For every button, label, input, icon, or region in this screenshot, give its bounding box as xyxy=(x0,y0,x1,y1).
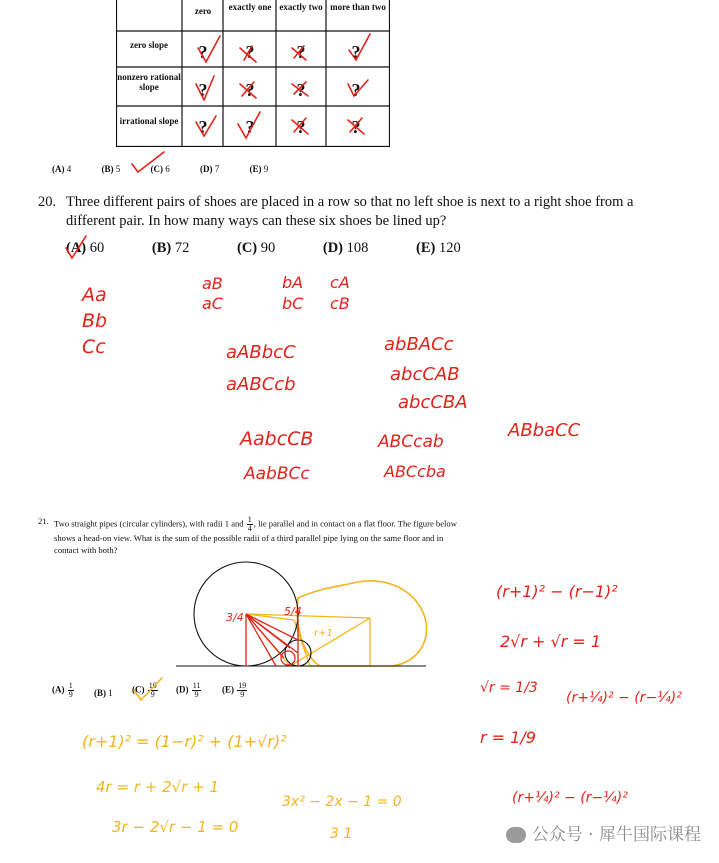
frac-den: 4 xyxy=(247,524,252,533)
frac-num: 1 xyxy=(247,515,252,524)
q19-cell-mark: ? xyxy=(351,42,361,62)
hw-seq: ABCcba xyxy=(384,462,446,481)
q20-choice-letter: (C) xyxy=(236,240,258,256)
frac-num: 11 xyxy=(192,681,201,690)
hw-seq: AabBCc xyxy=(244,464,310,484)
q19-choice-value: 6 xyxy=(165,164,170,174)
q20-choice-value: 72 xyxy=(174,240,190,256)
hw-seq: ABbaCC xyxy=(508,420,581,441)
hw-eq-yellow: 3 1 xyxy=(330,826,353,842)
hw-seq: abBACc xyxy=(384,334,454,355)
q19-cell-mark: ? xyxy=(198,117,208,137)
hw-eq: (r+¼)² − (r−¼)² xyxy=(512,790,628,806)
q19-cell-mark: ? xyxy=(245,117,255,137)
hw-text: Aa xyxy=(82,284,107,306)
hw-eq-yellow: 4r = r + 2√r + 1 xyxy=(96,778,220,796)
frac-num: 10 xyxy=(148,681,157,690)
q19-header-exactly-one: exactly one xyxy=(228,2,272,12)
q19-cell-mark: ? xyxy=(198,80,208,100)
q20-answer-check xyxy=(62,234,92,262)
q19-red-annotations xyxy=(116,0,390,147)
hw-pairs-mid3 xyxy=(330,272,350,314)
hw-text: bC xyxy=(282,294,304,313)
q19-header-more-than-two: more than two xyxy=(330,2,386,12)
q20-choice-c[interactable] xyxy=(237,240,297,256)
q20-choice-value: 60 xyxy=(89,240,105,256)
hw-text: Cc xyxy=(82,336,106,358)
hw-text: aB xyxy=(202,274,223,293)
hw-fig-label-b: 5/4 xyxy=(284,605,302,618)
q19-cell-mark: ? xyxy=(198,42,208,62)
hw-text: cA xyxy=(330,273,350,292)
q21-number: 21. xyxy=(38,516,49,526)
q20-choice-letter: (B) xyxy=(151,240,172,256)
q21-choice-frac xyxy=(68,682,74,699)
q21-choice-frac xyxy=(237,682,247,699)
q19-choice-letter: (C) xyxy=(150,164,163,174)
hw-eq: √r = 1/3 xyxy=(480,680,538,696)
hw-eq: (r+1)² − (r−1)² xyxy=(496,582,618,601)
watermark xyxy=(506,820,701,845)
hw-eq-yellow: 3x² − 2x − 1 = 0 xyxy=(282,794,402,810)
q21-choice-value: 1 xyxy=(108,688,113,698)
q19-row-zero-slope: zero slope xyxy=(129,40,169,50)
q19-choice-value: 9 xyxy=(263,164,269,174)
q21-choice-letter: (B) xyxy=(94,688,106,698)
frac-num: 19 xyxy=(238,681,247,690)
q20-choice-letter: (A) xyxy=(66,240,87,256)
hw-pairs-mid2 xyxy=(282,272,303,314)
q19-choice-d[interactable] xyxy=(200,164,233,174)
q19-row-rational-slope: nonzero rational slope xyxy=(117,72,181,92)
hw-fig-label-a: 3/4 xyxy=(226,611,244,624)
q19-choice-e[interactable] xyxy=(250,164,283,174)
q21-choice-b[interactable] xyxy=(94,688,113,698)
hw-seq: abcCBA xyxy=(398,392,468,413)
q20-choice-letter: (D) xyxy=(322,240,344,256)
hw-eq-yellow: (r+1)² = (1−r)² + (1+√r)² xyxy=(82,732,287,751)
q19-choice-letter: (B) xyxy=(101,164,114,174)
q19-choices xyxy=(52,164,296,174)
q19-choice-letter: (D) xyxy=(200,164,213,174)
frac-den: 9 xyxy=(68,690,73,699)
hw-eq: 2√r + √r = 1 xyxy=(500,632,602,651)
q21-choice-a[interactable] xyxy=(52,682,75,699)
q19-cell-mark: ? xyxy=(245,42,255,62)
q21-text xyxy=(54,516,458,556)
q19-table xyxy=(116,0,390,147)
q19-choice-value: 5 xyxy=(115,164,121,174)
watermark-text: 公众号 · 犀牛国际课程 xyxy=(531,825,701,845)
q20-choice-letter: (E) xyxy=(416,240,436,256)
q19-cell-mark: ? xyxy=(296,42,306,62)
q19-cell-mark: ? xyxy=(351,80,361,100)
q21-choice-letter: (E) xyxy=(222,684,234,695)
hw-seq: aABCcb xyxy=(226,374,296,395)
hw-eq: (r+¼)² − (r−¼)² xyxy=(566,690,682,706)
hw-seq: ABCcab xyxy=(378,432,444,452)
q20-number: 20. xyxy=(38,194,57,210)
q21-choice-letter: (D) xyxy=(176,684,189,695)
wechat-icon xyxy=(506,827,526,843)
q20-choice-value: 90 xyxy=(260,240,276,256)
q21-choice-e[interactable] xyxy=(222,682,248,699)
q19-header-zero: zero xyxy=(194,6,212,16)
hw-pairs-mid1 xyxy=(202,274,223,314)
hw-seq: aABbcC xyxy=(226,342,296,363)
q19-choice-value: 4 xyxy=(66,164,72,174)
frac-num: 1 xyxy=(68,681,73,690)
hw-seq: AabcCB xyxy=(240,428,314,450)
frac-den: 9 xyxy=(240,690,245,699)
q19-header-exactly-two: exactly two xyxy=(279,2,323,12)
q21-choice-frac xyxy=(192,682,202,699)
q19-cell-mark: ? xyxy=(245,80,255,100)
q21-text-post: , lie parallel and in contact on a flat floor. The figure below shows a head-on view. What is the sum of the possible radii of a third parallel pipe lying on the same floor and in contact with both? xyxy=(54,518,457,555)
q20-choices xyxy=(66,240,505,257)
q19-choice-letter: (E) xyxy=(249,164,262,174)
hw-eq-yellow: 3r − 2√r − 1 = 0 xyxy=(112,818,239,836)
hw-text: cB xyxy=(330,294,350,313)
hw-seq: abcCAB xyxy=(390,364,460,385)
hw-eq: r = 1/9 xyxy=(480,728,536,747)
q21-radius-fraction xyxy=(247,516,253,533)
q21-question xyxy=(38,516,458,556)
q20-choice-value: 120 xyxy=(438,240,461,256)
hw-fig-label-yellow: r+1 xyxy=(314,628,333,639)
q20-text: Three different pairs of shoes are placed in a row so that no left shoe is next to a right shoe from a different pair. In how many ways can these six shoes be lined up? xyxy=(66,194,634,229)
q19-choice-letter: (A) xyxy=(52,164,65,174)
hw-text: aC xyxy=(202,294,223,313)
frac-den: 9 xyxy=(194,690,199,699)
q20-question xyxy=(38,193,658,231)
q19-cell-mark: ? xyxy=(296,80,306,100)
q19-cell-mark: ? xyxy=(351,117,361,137)
q19-row-irrational-slope: irrational slope xyxy=(119,116,179,126)
q20-choice-value: 108 xyxy=(346,240,369,256)
frac-den: 9 xyxy=(150,690,155,699)
q21-text-pre: Two straight pipes (circular cylinders), with radii 1 and xyxy=(54,518,244,529)
q19-choice-a[interactable] xyxy=(52,164,85,174)
hw-pairs-left xyxy=(82,282,107,360)
q20-choice-d[interactable] xyxy=(323,240,391,256)
q19-cell-mark: ? xyxy=(296,117,306,137)
q21-answer-check xyxy=(130,676,166,706)
hw-text: Bb xyxy=(82,310,108,332)
q21-choice-letter: (C) xyxy=(132,684,145,695)
q21-choice-d[interactable] xyxy=(176,682,202,699)
q19-answer-check xyxy=(128,150,168,174)
q20-choice-e[interactable] xyxy=(416,240,483,256)
q19-choice-value: 7 xyxy=(214,164,220,174)
q21-choice-letter: (A) xyxy=(52,684,65,695)
hw-text: bA xyxy=(282,273,304,292)
q20-choice-b[interactable] xyxy=(152,240,211,256)
